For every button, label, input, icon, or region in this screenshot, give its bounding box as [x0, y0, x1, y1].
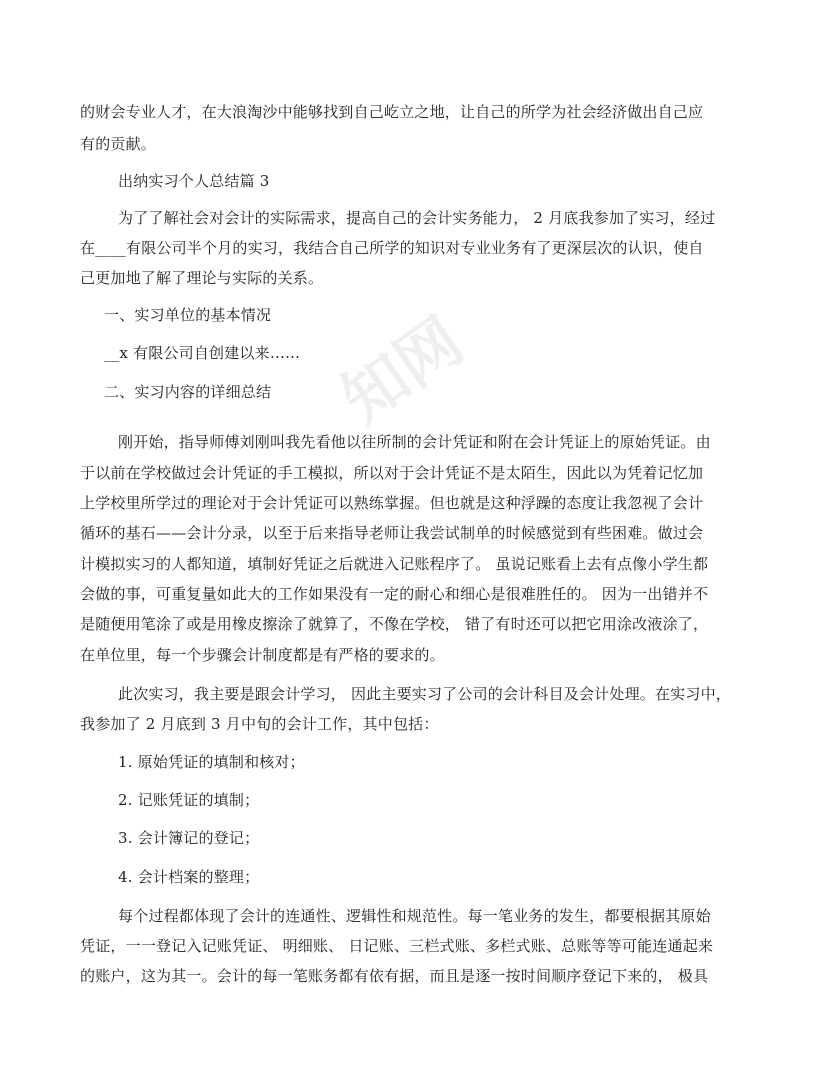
watermark: 知网 [329, 304, 477, 439]
text-line: 有的贡献。 [80, 135, 157, 153]
list-item: 2. 记账凭证的填制； [118, 791, 260, 809]
text-line: 凭证，一一登记入记账凭证、 明细账、 日记账、三栏式账、多栏式账、总账等等可能连通起来 [80, 937, 714, 955]
text-line: 在____有限公司半个月的实习，我结合自己所学的知识对专业业务有了更深层次的认识，使自 [80, 239, 704, 257]
text-line: 会做的事，可重复量如此大的工作如果没有一定的耐心和细心是很难胜任的。 因为一出错并不 [80, 585, 709, 603]
text-line: 上学校里所学过的理论对于会计凭证可以熟练掌握。但也就是这种浮躁的态度让我忽视了会计 [80, 494, 704, 512]
text-line: 每个过程都体现了会计的连通性、逻辑性和规范性。每一笔业务的发生，都要根据其原始 [118, 907, 711, 925]
text-line: 的账户，这为其一。会计的每一笔账务都有依有据，而且是逐一按时间顺序登记下来的， 极具 [80, 967, 709, 985]
subsection-heading: 二、实习内容的详细总结 [104, 383, 272, 401]
section-heading: 出纳实习个人总结篇 3 [118, 172, 270, 190]
text-line: 此次实习，我主要是跟会计学习， 因此主要实习了公司的会计科目及会计处理。在实习中， [118, 685, 731, 703]
list-item: 1. 原始凭证的填制和核对； [118, 753, 305, 771]
text-line: __x 有限公司自创建以来…… [104, 344, 301, 362]
text-line: 在单位里，每一个步骤会计制度都是有严格的要求的。 [80, 646, 445, 664]
list-item: 4. 会计档案的整理； [118, 868, 260, 886]
text-line: 循环的基石——会计分录，以至于后来指导老师让我尝试制单的时候感觉到有些困难。做过会 [80, 524, 704, 542]
list-item: 3. 会计簿记的登记； [118, 829, 260, 847]
text-line: 己更加地了解了理论与实际的关系。 [80, 269, 324, 287]
text-line: 的财会专业人才，在大浪淘沙中能够找到自己屹立之地，让自己的所学为社会经济做出自己应 [80, 103, 704, 121]
subsection-heading: 一、实习单位的基本情况 [104, 306, 272, 324]
text-line: 于以前在学校做过会计凭证的手工模拟，所以对于会计凭证不是太陌生，因此以为凭着记忆加 [80, 464, 704, 482]
text-line: 刚开始，指导师傅刘刚叫我先看他以往所制的会计凭证和附在会计凭证上的原始凭证。由 [118, 433, 711, 451]
text-line: 计模拟实习的人都知道，填制好凭证之后就进入记账程序了。 虽说记账看上去有点像小学生都 [80, 555, 709, 573]
text-line: 为了了解社会对会计的实际需求，提高自己的会计实务能力， 2 月底我参加了实习，经过 [118, 209, 716, 227]
text-line: 是随便用笔涂了或是用橡皮擦涂了就算了，不像在学校， 错了有时还可以把它用涂改液涂了， [80, 615, 709, 633]
text-line: 我参加了 2 月底到 3 月中旬的会计工作，其中包括： [80, 715, 439, 733]
